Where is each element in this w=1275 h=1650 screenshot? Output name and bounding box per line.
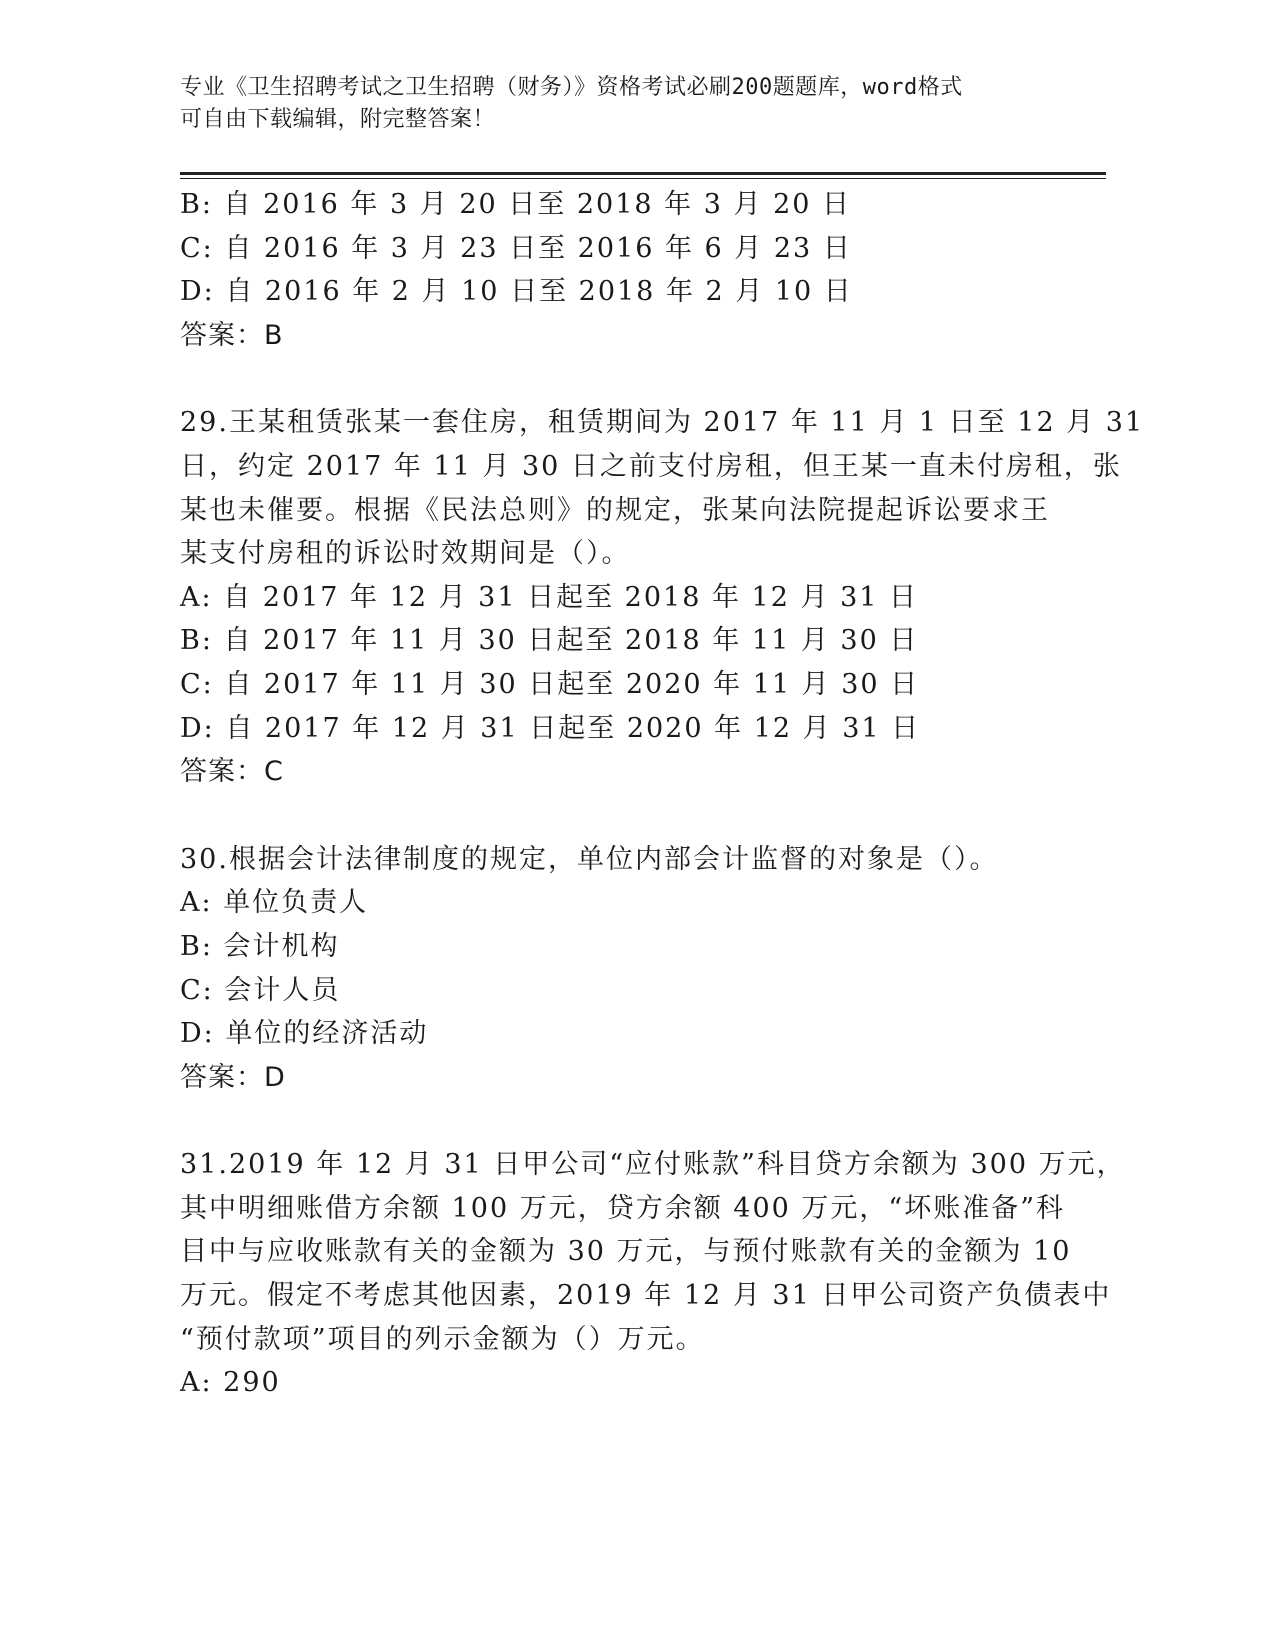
- option-c: C: 会计人员: [180, 974, 341, 1006]
- question-stem-line: 万元。假定不考虑其他因素，2019 年 12 月 31 日甲公司资产负债表中: [180, 1280, 1112, 1312]
- option-b: B: 会计机构: [180, 930, 340, 962]
- question-stem-line: 某也未催要。根据《民法总则》的规定，张某向法院提起诉讼要求王: [180, 494, 1050, 526]
- question-stem-line: 日，约定 2017 年 11 月 30 日之前支付房租，但王某一直未付房租，张: [180, 450, 1122, 482]
- option-a: A: 290: [180, 1367, 281, 1399]
- question-stem-line: 某支付房租的诉讼时效期间是（）。: [180, 538, 631, 570]
- option-d: D: 自 2017 年 12 月 31 日起至 2020 年 12 月 31 日: [180, 712, 921, 744]
- question-stem-line: 29.王某租赁张某一套住房，租赁期间为 2017 年 11 月 1 日至 12 月 31: [180, 407, 1145, 439]
- question-stem-line: 其中明细账借方余额 100 万元，贷方余额 400 万元，“坏账准备”科: [180, 1192, 1066, 1224]
- option-d: D: 单位的经济活动: [180, 1018, 429, 1050]
- header-line-1: 专业《卫生招聘考试之卫生招聘（财务）》资格考试必刷200题题库，word格式: [180, 75, 963, 100]
- question-stem-line: 31.2019 年 12 月 31 日甲公司“应付账款”科目贷方余额为 300 万元，: [180, 1149, 1126, 1181]
- option-c: C: 自 2017 年 11 月 30 日起至 2020 年 11 月 30 日: [180, 668, 920, 700]
- question-28: [180, 183, 1040, 357]
- question-30: [180, 838, 1040, 1100]
- option-d: D: 自 2016 年 2 月 10 日至 2018 年 2 月 10 日: [180, 276, 853, 308]
- answer-line: 答案：B: [180, 319, 284, 351]
- header-divider-thin: [180, 178, 1106, 179]
- option-a: A: 单位负责人: [180, 887, 369, 919]
- question-stem-line: “预付款项”项目的列示金额为（）万元。: [180, 1323, 705, 1355]
- option-b: B: 自 2016 年 3 月 20 日至 2018 年 3 月 20 日: [180, 189, 852, 220]
- header-line-2: 可自由下载编辑，附完整答案！: [180, 107, 496, 132]
- question-list: [180, 183, 1145, 1405]
- question-31: [180, 1143, 1126, 1405]
- document-header: [180, 72, 1060, 136]
- answer-line: 答案：C: [180, 756, 284, 788]
- question-stem-line: 30.根据会计法律制度的规定，单位内部会计监督的对象是（）。: [180, 843, 999, 875]
- header-divider-thick: [180, 172, 1106, 175]
- question-29: [180, 401, 1145, 793]
- question-stem-line: 目中与应收账款有关的金额为 30 万元，与预付账款有关的金额为 10: [180, 1236, 1072, 1268]
- answer-line: 答案：D: [180, 1061, 286, 1093]
- option-a: A: 自 2017 年 12 月 31 日起至 2018 年 12 月 31 日: [180, 581, 919, 613]
- option-b: B: 自 2017 年 11 月 30 日起至 2018 年 11 月 30 日: [180, 625, 919, 657]
- option-c: C: 自 2016 年 3 月 23 日至 2016 年 6 月 23 日: [180, 232, 852, 264]
